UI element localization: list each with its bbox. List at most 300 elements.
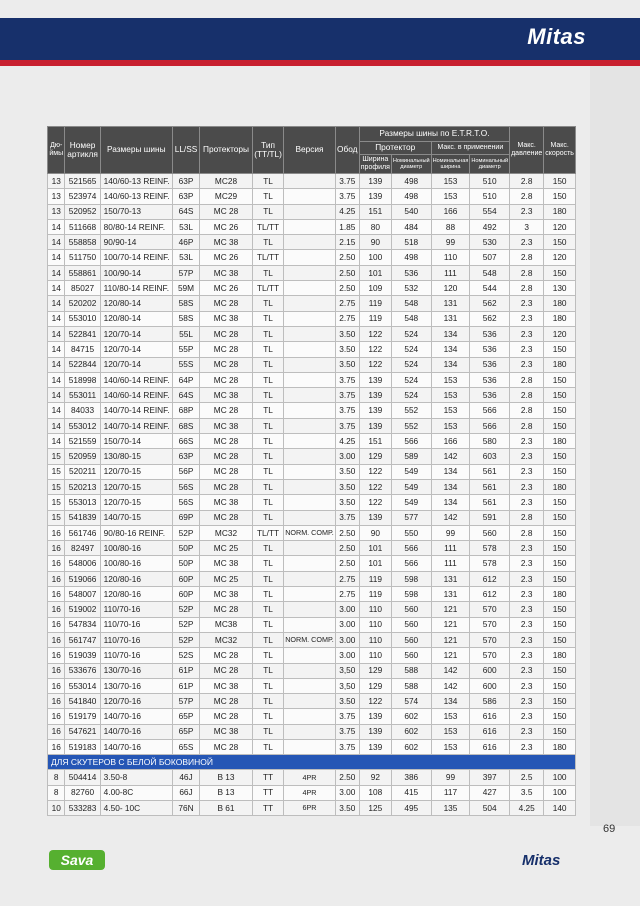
cell-article: 85027 [65, 281, 100, 296]
cell-rim: 3.75 [335, 174, 359, 189]
cell-max-width: 142 [431, 663, 470, 678]
cell-article: 553013 [65, 495, 100, 510]
cell-pressure: 2.3 [510, 739, 544, 754]
cell-article: 520213 [65, 479, 100, 494]
header-article: Номер артикля [65, 127, 100, 174]
cell-version [284, 311, 336, 326]
cell-speed: 150 [544, 663, 576, 678]
cell-rim: 3.50 [335, 357, 359, 372]
cell-llss: 58S [172, 311, 199, 326]
cell-diameter: 532 [391, 281, 431, 296]
table-row [48, 663, 576, 678]
cell-type: TL [252, 602, 283, 617]
cell-type: TL/TT [252, 281, 283, 296]
cell-size: 140/70-16 [100, 709, 172, 724]
cell-size: 120/80-14 [100, 296, 172, 311]
cell-type: TL [252, 311, 283, 326]
cell-inch: 14 [48, 265, 65, 280]
cell-article: 553010 [65, 311, 100, 326]
cell-max-width: 153 [431, 739, 470, 754]
cell-type: TL [252, 403, 283, 418]
cell-version [284, 678, 336, 693]
cell-diameter: 386 [391, 770, 431, 785]
table-row [48, 189, 576, 204]
cell-size: 4.50- 10C [100, 800, 172, 815]
cell-llss: 66J [172, 785, 199, 800]
cell-max-diameter: 536 [470, 388, 510, 403]
cell-llss: 55S [172, 357, 199, 372]
cell-pressure: 2.8 [510, 265, 544, 280]
cell-size: 110/70-16 [100, 602, 172, 617]
cell-type: TL [252, 388, 283, 403]
cell-width: 122 [359, 357, 391, 372]
tire-spec-table [47, 126, 576, 816]
cell-max-diameter: 616 [470, 709, 510, 724]
cell-size: 120/80-16 [100, 587, 172, 602]
cell-inch: 14 [48, 342, 65, 357]
cell-inch: 16 [48, 694, 65, 709]
cell-size: 120/70-14 [100, 342, 172, 357]
cell-size: 130/70-16 [100, 678, 172, 693]
cell-version [284, 541, 336, 556]
cell-speed: 150 [544, 174, 576, 189]
cell-inch: 16 [48, 678, 65, 693]
cell-speed: 150 [544, 724, 576, 739]
cell-max-diameter: 612 [470, 571, 510, 586]
cell-version [284, 204, 336, 219]
cell-max-width: 166 [431, 204, 470, 219]
cell-article: 561746 [65, 525, 100, 540]
header-width: Ширина профиля [359, 155, 391, 174]
cell-tread: MC 28 [200, 342, 253, 357]
cell-width: 100 [359, 250, 391, 265]
cell-width: 139 [359, 189, 391, 204]
sava-logo: Sava [49, 850, 105, 870]
cell-llss: 61P [172, 663, 199, 678]
cell-tread: MC38 [200, 617, 253, 632]
cell-version [284, 724, 336, 739]
cell-width: 139 [359, 724, 391, 739]
cell-size: 140/70-15 [100, 510, 172, 525]
cell-type: TT [252, 785, 283, 800]
cell-pressure: 4.25 [510, 800, 544, 815]
cell-rim: 3,50 [335, 678, 359, 693]
cell-size: 120/70-15 [100, 464, 172, 479]
cell-type: TL/TT [252, 250, 283, 265]
cell-max-width: 117 [431, 785, 470, 800]
cell-speed: 150 [544, 510, 576, 525]
cell-tread: MC 28 [200, 510, 253, 525]
cell-type: TL [252, 541, 283, 556]
header-rim: Обод [335, 127, 359, 174]
cell-max-width: 110 [431, 250, 470, 265]
cell-speed: 150 [544, 617, 576, 632]
header-tread: Протекторы [200, 127, 253, 174]
cell-tread: MC 38 [200, 235, 253, 250]
cell-diameter: 589 [391, 449, 431, 464]
cell-tread: MC 26 [200, 281, 253, 296]
table-row [48, 800, 576, 815]
cell-max-diameter: 397 [470, 770, 510, 785]
cell-type: TL [252, 495, 283, 510]
cell-article: 548006 [65, 556, 100, 571]
cell-tread: B 61 [200, 800, 253, 815]
table-row [48, 250, 576, 265]
cell-rim: 3.50 [335, 495, 359, 510]
cell-pressure: 2.8 [510, 510, 544, 525]
cell-inch: 16 [48, 571, 65, 586]
cell-width: 108 [359, 785, 391, 800]
cell-rim: 2.50 [335, 250, 359, 265]
cell-version [284, 174, 336, 189]
cell-version [284, 739, 336, 754]
cell-rim: 3.00 [335, 785, 359, 800]
cell-llss: 46J [172, 770, 199, 785]
cell-llss: 59M [172, 281, 199, 296]
cell-version [284, 648, 336, 663]
cell-tread: MC 28 [200, 403, 253, 418]
cell-pressure: 2.8 [510, 525, 544, 540]
cell-speed: 150 [544, 449, 576, 464]
cell-diameter: 560 [391, 648, 431, 663]
cell-diameter: 549 [391, 495, 431, 510]
cell-type: TL [252, 342, 283, 357]
cell-type: TL [252, 326, 283, 341]
cell-speed: 150 [544, 388, 576, 403]
cell-pressure: 2.3 [510, 342, 544, 357]
cell-tread: MC 28 [200, 204, 253, 219]
cell-size: 120/80-14 [100, 311, 172, 326]
cell-width: 119 [359, 296, 391, 311]
cell-size: 150/70-13 [100, 204, 172, 219]
cell-width: 139 [359, 418, 391, 433]
cell-article: 533676 [65, 663, 100, 678]
cell-speed: 180 [544, 479, 576, 494]
cell-type: TL [252, 678, 283, 693]
table-row [48, 617, 576, 632]
table-row [48, 449, 576, 464]
cell-size: 140/60-14 REINF. [100, 372, 172, 387]
table-row [48, 678, 576, 693]
cell-tread: MC 38 [200, 418, 253, 433]
cell-width: 139 [359, 510, 391, 525]
cell-max-diameter: 562 [470, 296, 510, 311]
cell-llss: 56S [172, 479, 199, 494]
cell-inch: 16 [48, 602, 65, 617]
cell-pressure: 2.3 [510, 495, 544, 510]
cell-pressure: 2.3 [510, 311, 544, 326]
cell-diameter: 415 [391, 785, 431, 800]
cell-max-diameter: 616 [470, 739, 510, 754]
table-row [48, 495, 576, 510]
cell-tread: MC28 [200, 174, 253, 189]
cell-max-diameter: 560 [470, 525, 510, 540]
cell-size: 120/70-16 [100, 694, 172, 709]
cell-type: TL [252, 479, 283, 494]
cell-article: 511668 [65, 219, 100, 234]
cell-width: 90 [359, 525, 391, 540]
cell-max-width: 121 [431, 617, 470, 632]
cell-max-diameter: 561 [470, 495, 510, 510]
header-version: Версия [284, 127, 336, 174]
cell-width: 119 [359, 587, 391, 602]
cell-version: NORM. COMP. [284, 632, 336, 647]
cell-tread: MC 25 [200, 571, 253, 586]
cell-pressure: 2.3 [510, 663, 544, 678]
cell-size: 120/70-14 [100, 357, 172, 372]
cell-width: 101 [359, 265, 391, 280]
cell-article: 523974 [65, 189, 100, 204]
cell-diameter: 602 [391, 724, 431, 739]
cell-width: 122 [359, 495, 391, 510]
cell-article: 561747 [65, 632, 100, 647]
cell-size: 90/80-16 REINF. [100, 525, 172, 540]
table-row [48, 219, 576, 234]
cell-diameter: 560 [391, 602, 431, 617]
cell-width: 129 [359, 449, 391, 464]
cell-speed: 150 [544, 235, 576, 250]
cell-tread: MC 38 [200, 265, 253, 280]
cell-max-width: 153 [431, 388, 470, 403]
cell-llss: 65P [172, 724, 199, 739]
cell-article: 553014 [65, 678, 100, 693]
cell-max-width: 153 [431, 418, 470, 433]
header-max-pressure: Макс. давление [510, 127, 544, 174]
cell-max-diameter: 566 [470, 403, 510, 418]
cell-max-diameter: 536 [470, 326, 510, 341]
table-row [48, 296, 576, 311]
table-row [48, 434, 576, 449]
cell-tread: MC 28 [200, 709, 253, 724]
cell-size: 80/80-14 REINF. [100, 219, 172, 234]
cell-speed: 150 [544, 418, 576, 433]
cell-pressure: 2.3 [510, 235, 544, 250]
cell-width: 139 [359, 739, 391, 754]
cell-version [284, 434, 336, 449]
cell-version [284, 418, 336, 433]
cell-speed: 120 [544, 219, 576, 234]
cell-max-width: 153 [431, 372, 470, 387]
cell-llss: 56S [172, 495, 199, 510]
section-header-row [48, 755, 576, 770]
table-row [48, 479, 576, 494]
cell-diameter: 588 [391, 678, 431, 693]
cell-llss: 63P [172, 174, 199, 189]
cell-rim: 2.75 [335, 311, 359, 326]
cell-width: 119 [359, 571, 391, 586]
cell-speed: 120 [544, 250, 576, 265]
cell-speed: 180 [544, 587, 576, 602]
cell-article: 533283 [65, 800, 100, 815]
cell-tread: MC 38 [200, 724, 253, 739]
cell-tread: MC 28 [200, 739, 253, 754]
cell-version [284, 235, 336, 250]
cell-inch: 15 [48, 464, 65, 479]
cell-size: 90/90-14 [100, 235, 172, 250]
cell-inch: 14 [48, 418, 65, 433]
cell-tread: MC 38 [200, 556, 253, 571]
table-body [48, 174, 576, 816]
cell-llss: 76N [172, 800, 199, 815]
cell-max-diameter: 562 [470, 311, 510, 326]
cell-diameter: 524 [391, 342, 431, 357]
cell-width: 109 [359, 281, 391, 296]
cell-article: 547834 [65, 617, 100, 632]
cell-inch: 10 [48, 800, 65, 815]
cell-max-diameter: 536 [470, 372, 510, 387]
cell-tread: MC 28 [200, 648, 253, 663]
cell-max-diameter: 507 [470, 250, 510, 265]
header-llss: LL/SS [172, 127, 199, 174]
cell-max-width: 120 [431, 281, 470, 296]
cell-tread: B 13 [200, 770, 253, 785]
cell-max-diameter: 561 [470, 464, 510, 479]
cell-max-diameter: 578 [470, 556, 510, 571]
cell-max-width: 88 [431, 219, 470, 234]
cell-max-width: 142 [431, 449, 470, 464]
cell-type: TL [252, 617, 283, 632]
cell-max-width: 134 [431, 326, 470, 341]
cell-width: 129 [359, 678, 391, 693]
cell-rim: 3.00 [335, 617, 359, 632]
cell-diameter: 598 [391, 571, 431, 586]
table-row [48, 556, 576, 571]
cell-width: 110 [359, 632, 391, 647]
cell-width: 122 [359, 464, 391, 479]
cell-inch: 14 [48, 357, 65, 372]
cell-speed: 150 [544, 632, 576, 647]
cell-max-diameter: 561 [470, 479, 510, 494]
header-etrto: Размеры шины по E.T.R.T.O. [359, 127, 509, 142]
cell-type: TL [252, 724, 283, 739]
cell-version [284, 694, 336, 709]
table-row [48, 464, 576, 479]
cell-max-diameter: 492 [470, 219, 510, 234]
cell-llss: 56P [172, 464, 199, 479]
cell-pressure: 2.8 [510, 189, 544, 204]
cell-article: 504414 [65, 770, 100, 785]
cell-size: 150/70-14 [100, 434, 172, 449]
cell-pressure: 2.3 [510, 571, 544, 586]
cell-type: TL [252, 571, 283, 586]
cell-max-diameter: 554 [470, 204, 510, 219]
cell-version [284, 342, 336, 357]
cell-max-width: 153 [431, 174, 470, 189]
cell-size: 140/60-14 REINF. [100, 388, 172, 403]
cell-pressure: 2.8 [510, 174, 544, 189]
cell-tread: MC29 [200, 189, 253, 204]
cell-diameter: 540 [391, 204, 431, 219]
cell-width: 90 [359, 235, 391, 250]
cell-llss: 50P [172, 541, 199, 556]
cell-max-diameter: 566 [470, 418, 510, 433]
cell-speed: 100 [544, 785, 576, 800]
table-row [48, 632, 576, 647]
cell-llss: 61P [172, 678, 199, 693]
cell-tread: MC 28 [200, 372, 253, 387]
cell-inch: 14 [48, 296, 65, 311]
cell-article: 520959 [65, 449, 100, 464]
cell-version [284, 326, 336, 341]
cell-tread: MC 26 [200, 250, 253, 265]
cell-rim: 3.75 [335, 189, 359, 204]
cell-tread: MC 28 [200, 602, 253, 617]
cell-size: 100/80-16 [100, 556, 172, 571]
cell-type: TL [252, 694, 283, 709]
cell-version [284, 602, 336, 617]
cell-max-width: 111 [431, 265, 470, 280]
cell-size: 100/70-14 REINF. [100, 250, 172, 265]
cell-width: 92 [359, 770, 391, 785]
cell-speed: 150 [544, 464, 576, 479]
table-row [48, 525, 576, 540]
cell-inch: 8 [48, 770, 65, 785]
cell-diameter: 524 [391, 357, 431, 372]
cell-size: 100/90-14 [100, 265, 172, 280]
cell-pressure: 2.3 [510, 357, 544, 372]
cell-article: 520211 [65, 464, 100, 479]
cell-tread: MC 28 [200, 479, 253, 494]
table-row [48, 709, 576, 724]
cell-article: 553011 [65, 388, 100, 403]
cell-size: 120/80-16 [100, 571, 172, 586]
cell-pressure: 2.3 [510, 326, 544, 341]
cell-article: 541839 [65, 510, 100, 525]
cell-size: 110/70-16 [100, 632, 172, 647]
header-type: Тип (TT/TL) [252, 127, 283, 174]
cell-version [284, 479, 336, 494]
cell-tread: MC 38 [200, 388, 253, 403]
brand-logo: Mitas [527, 24, 586, 49]
cell-size: 120/70-15 [100, 479, 172, 494]
cell-speed: 150 [544, 525, 576, 540]
cell-rim: 1.85 [335, 219, 359, 234]
cell-max-diameter: 580 [470, 434, 510, 449]
cell-max-diameter: 510 [470, 189, 510, 204]
cell-rim: 2.75 [335, 571, 359, 586]
cell-pressure: 2.3 [510, 648, 544, 663]
cell-tread: MC 38 [200, 678, 253, 693]
table-row [48, 739, 576, 754]
cell-llss: 53L [172, 219, 199, 234]
cell-pressure: 2.3 [510, 464, 544, 479]
cell-version [284, 495, 336, 510]
cell-pressure: 2.3 [510, 709, 544, 724]
cell-tread: MC 38 [200, 311, 253, 326]
table-row [48, 403, 576, 418]
cell-pressure: 2.3 [510, 587, 544, 602]
cell-max-width: 121 [431, 648, 470, 663]
cell-rim: 3.75 [335, 510, 359, 525]
cell-max-width: 99 [431, 525, 470, 540]
cell-pressure: 3 [510, 219, 544, 234]
cell-llss: 52P [172, 632, 199, 647]
cell-max-diameter: 536 [470, 342, 510, 357]
cell-llss: 64S [172, 204, 199, 219]
cell-width: 122 [359, 479, 391, 494]
header-max-width: Номинальная ширина [431, 155, 470, 174]
cell-article: 511750 [65, 250, 100, 265]
cell-diameter: 548 [391, 311, 431, 326]
cell-size: 110/80-14 REINF. [100, 281, 172, 296]
cell-article: 547621 [65, 724, 100, 739]
cell-tread: MC 28 [200, 296, 253, 311]
cell-version [284, 709, 336, 724]
cell-max-width: 131 [431, 587, 470, 602]
cell-llss: 63P [172, 189, 199, 204]
cell-inch: 16 [48, 556, 65, 571]
cell-article: 553012 [65, 418, 100, 433]
